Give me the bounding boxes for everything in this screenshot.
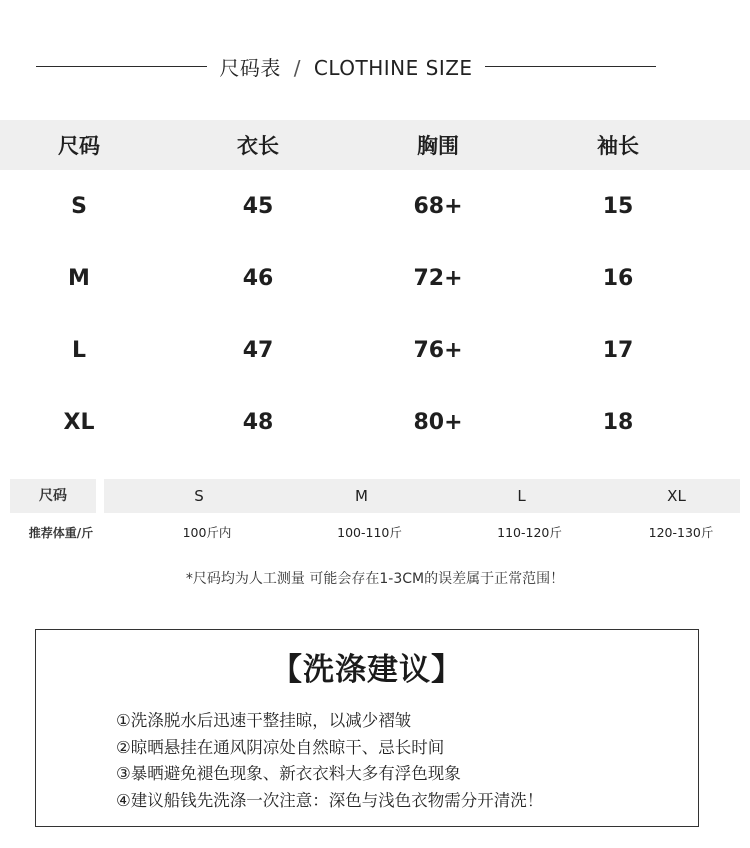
header-chest: 胸围 bbox=[417, 134, 459, 158]
weight-header-label: 尺码 bbox=[10, 479, 96, 513]
weight-value: 100斤内 bbox=[182, 525, 232, 540]
weight-value: 110-120斤 bbox=[497, 525, 562, 540]
header-sleeve: 袖长 bbox=[597, 134, 639, 158]
size-table bbox=[0, 120, 750, 458]
weight-header-size: S bbox=[194, 487, 204, 505]
list-item: ①洗涤脱水后迅速干整挂晾，以减少褶皱 bbox=[116, 711, 412, 730]
weight-header-size: M bbox=[355, 487, 368, 505]
header-length: 衣长 bbox=[237, 134, 279, 158]
page-title bbox=[207, 52, 484, 81]
care-list bbox=[116, 708, 543, 814]
weight-header-bar bbox=[104, 479, 740, 513]
table-row bbox=[0, 242, 750, 314]
weight-row bbox=[10, 513, 740, 551]
row-chest: 72+ bbox=[413, 265, 463, 291]
row-size: L bbox=[71, 337, 87, 363]
weight-value: 120-130斤 bbox=[648, 525, 714, 540]
row-sleeve: 15 bbox=[602, 193, 634, 219]
row-size: M bbox=[68, 265, 90, 291]
table-row bbox=[0, 386, 750, 458]
row-sleeve: 16 bbox=[602, 265, 634, 291]
weight-value: 100-110斤 bbox=[337, 525, 402, 540]
header-size: 尺码 bbox=[58, 134, 100, 158]
size-table-header bbox=[0, 120, 750, 170]
weight-table bbox=[10, 479, 740, 551]
care-instructions-box bbox=[35, 629, 699, 827]
measurement-note: *尺码均为人工测量 可能会存在1-3CM的误差属于正常范围！ bbox=[185, 571, 565, 587]
row-chest: 76+ bbox=[413, 337, 463, 363]
row-size: XL bbox=[63, 409, 95, 435]
weight-table-header bbox=[10, 479, 740, 513]
row-sleeve: 18 bbox=[602, 409, 634, 435]
row-length: 47 bbox=[242, 337, 274, 363]
row-length: 48 bbox=[242, 409, 274, 435]
title-cn: 尺码表 bbox=[219, 55, 281, 80]
title-left-rule bbox=[36, 66, 207, 67]
row-chest: 68+ bbox=[413, 193, 463, 219]
table-row bbox=[0, 170, 750, 242]
row-length: 46 bbox=[242, 265, 274, 291]
title-separator: / bbox=[293, 55, 302, 80]
weight-header-size: XL bbox=[667, 487, 686, 505]
list-item: ③暴晒避免褪色现象、新衣衣料大多有浮色现象 bbox=[116, 764, 461, 783]
list-item: ②晾晒悬挂在通风阴凉处自然晾干、忌长时间 bbox=[116, 737, 445, 757]
title-en: CLOTHINE SIZE bbox=[313, 55, 473, 80]
row-size: S bbox=[71, 193, 87, 219]
care-title: 【洗涤建议】 bbox=[271, 652, 463, 688]
weight-header-size: L bbox=[517, 487, 526, 505]
list-item: ④建议船钱先洗涤一次注意：深色与浅色衣物需分开清洗！ bbox=[116, 790, 544, 810]
title-right-rule bbox=[485, 66, 656, 67]
row-sleeve: 17 bbox=[602, 337, 634, 363]
weight-row-label: 推荐体重/斤 bbox=[28, 525, 94, 540]
page-title-row bbox=[36, 50, 656, 82]
row-length: 45 bbox=[242, 193, 274, 219]
table-row bbox=[0, 314, 750, 386]
row-chest: 80+ bbox=[413, 409, 463, 435]
